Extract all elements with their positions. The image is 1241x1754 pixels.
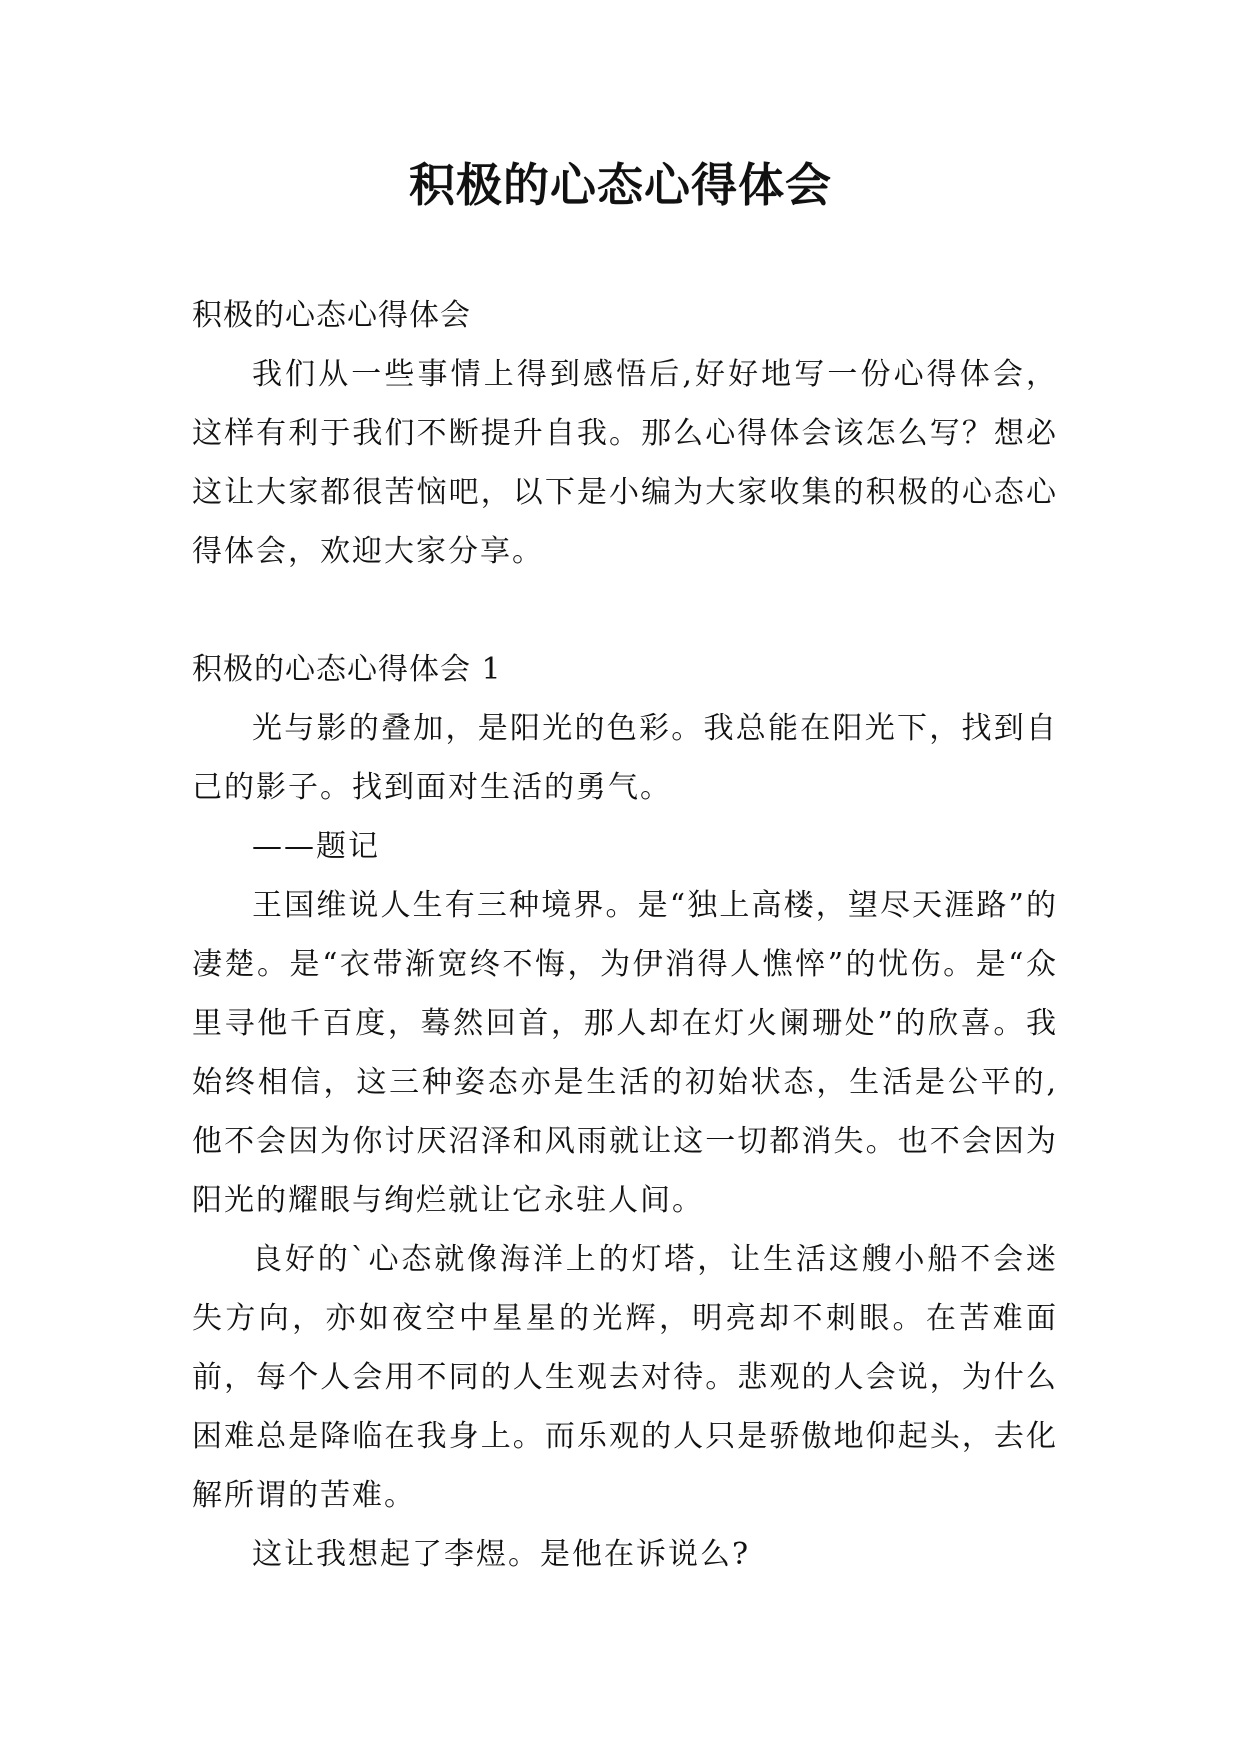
intro-paragraph: 我们从一些事情上得到感悟后,好好地写一份心得体会，这样有利于我们不断提升自我。那么心得体会该怎么写？想必这让大家都很苦恼吧，以下是小编为大家收集的积极的心态心得体会，欢迎大家分享。 <box>192 357 1058 569</box>
section-spacer <box>192 581 1058 640</box>
epigraph-note: ——题记 <box>252 829 380 864</box>
section-paragraph-2: 王国维说人生有三种境界。是“独上高楼，望尽天涯路”的凄楚。是“衣带渐宽终不悔，为伊消得人憔悴”的忧伤。是“众里寻他千百度，蓦然回首，那人却在灯火阑珊处”的欣喜。我始终相信，这三种姿态亦是生活的初始状态，生活是公平的,他不会因为你讨厌沼泽和风雨就让这一切都消失。也不会因为阳光的耀眼与绚烂就让它永驻人间。 <box>192 888 1058 1218</box>
section-paragraph-3: 良好的`心态就像海洋上的灯塔，让生活这艘小船不会迷失方向，亦如夜空中星星的光辉，明亮却不刺眼。在苦难面前，每个人会用不同的人生观去对待。悲观的人会说，为什么困难总是降临在我身上。而乐观的人只是骄傲地仰起头，去化解所谓的苦难。 <box>192 1242 1058 1513</box>
intro-heading: 积极的心态心得体会 <box>192 298 471 333</box>
section-heading: 积极的心态心得体会 1 <box>192 652 502 687</box>
section-paragraph-4: 这让我想起了李煜。是他在诉说么? <box>252 1537 751 1572</box>
section-paragraph-1: 光与影的叠加，是阳光的色彩。我总能在阳光下，找到自己的影子。找到面对生活的勇气。 <box>192 711 1058 805</box>
document-title: 积极的心态心得体会 <box>409 158 832 212</box>
document-body <box>192 286 1058 1584</box>
